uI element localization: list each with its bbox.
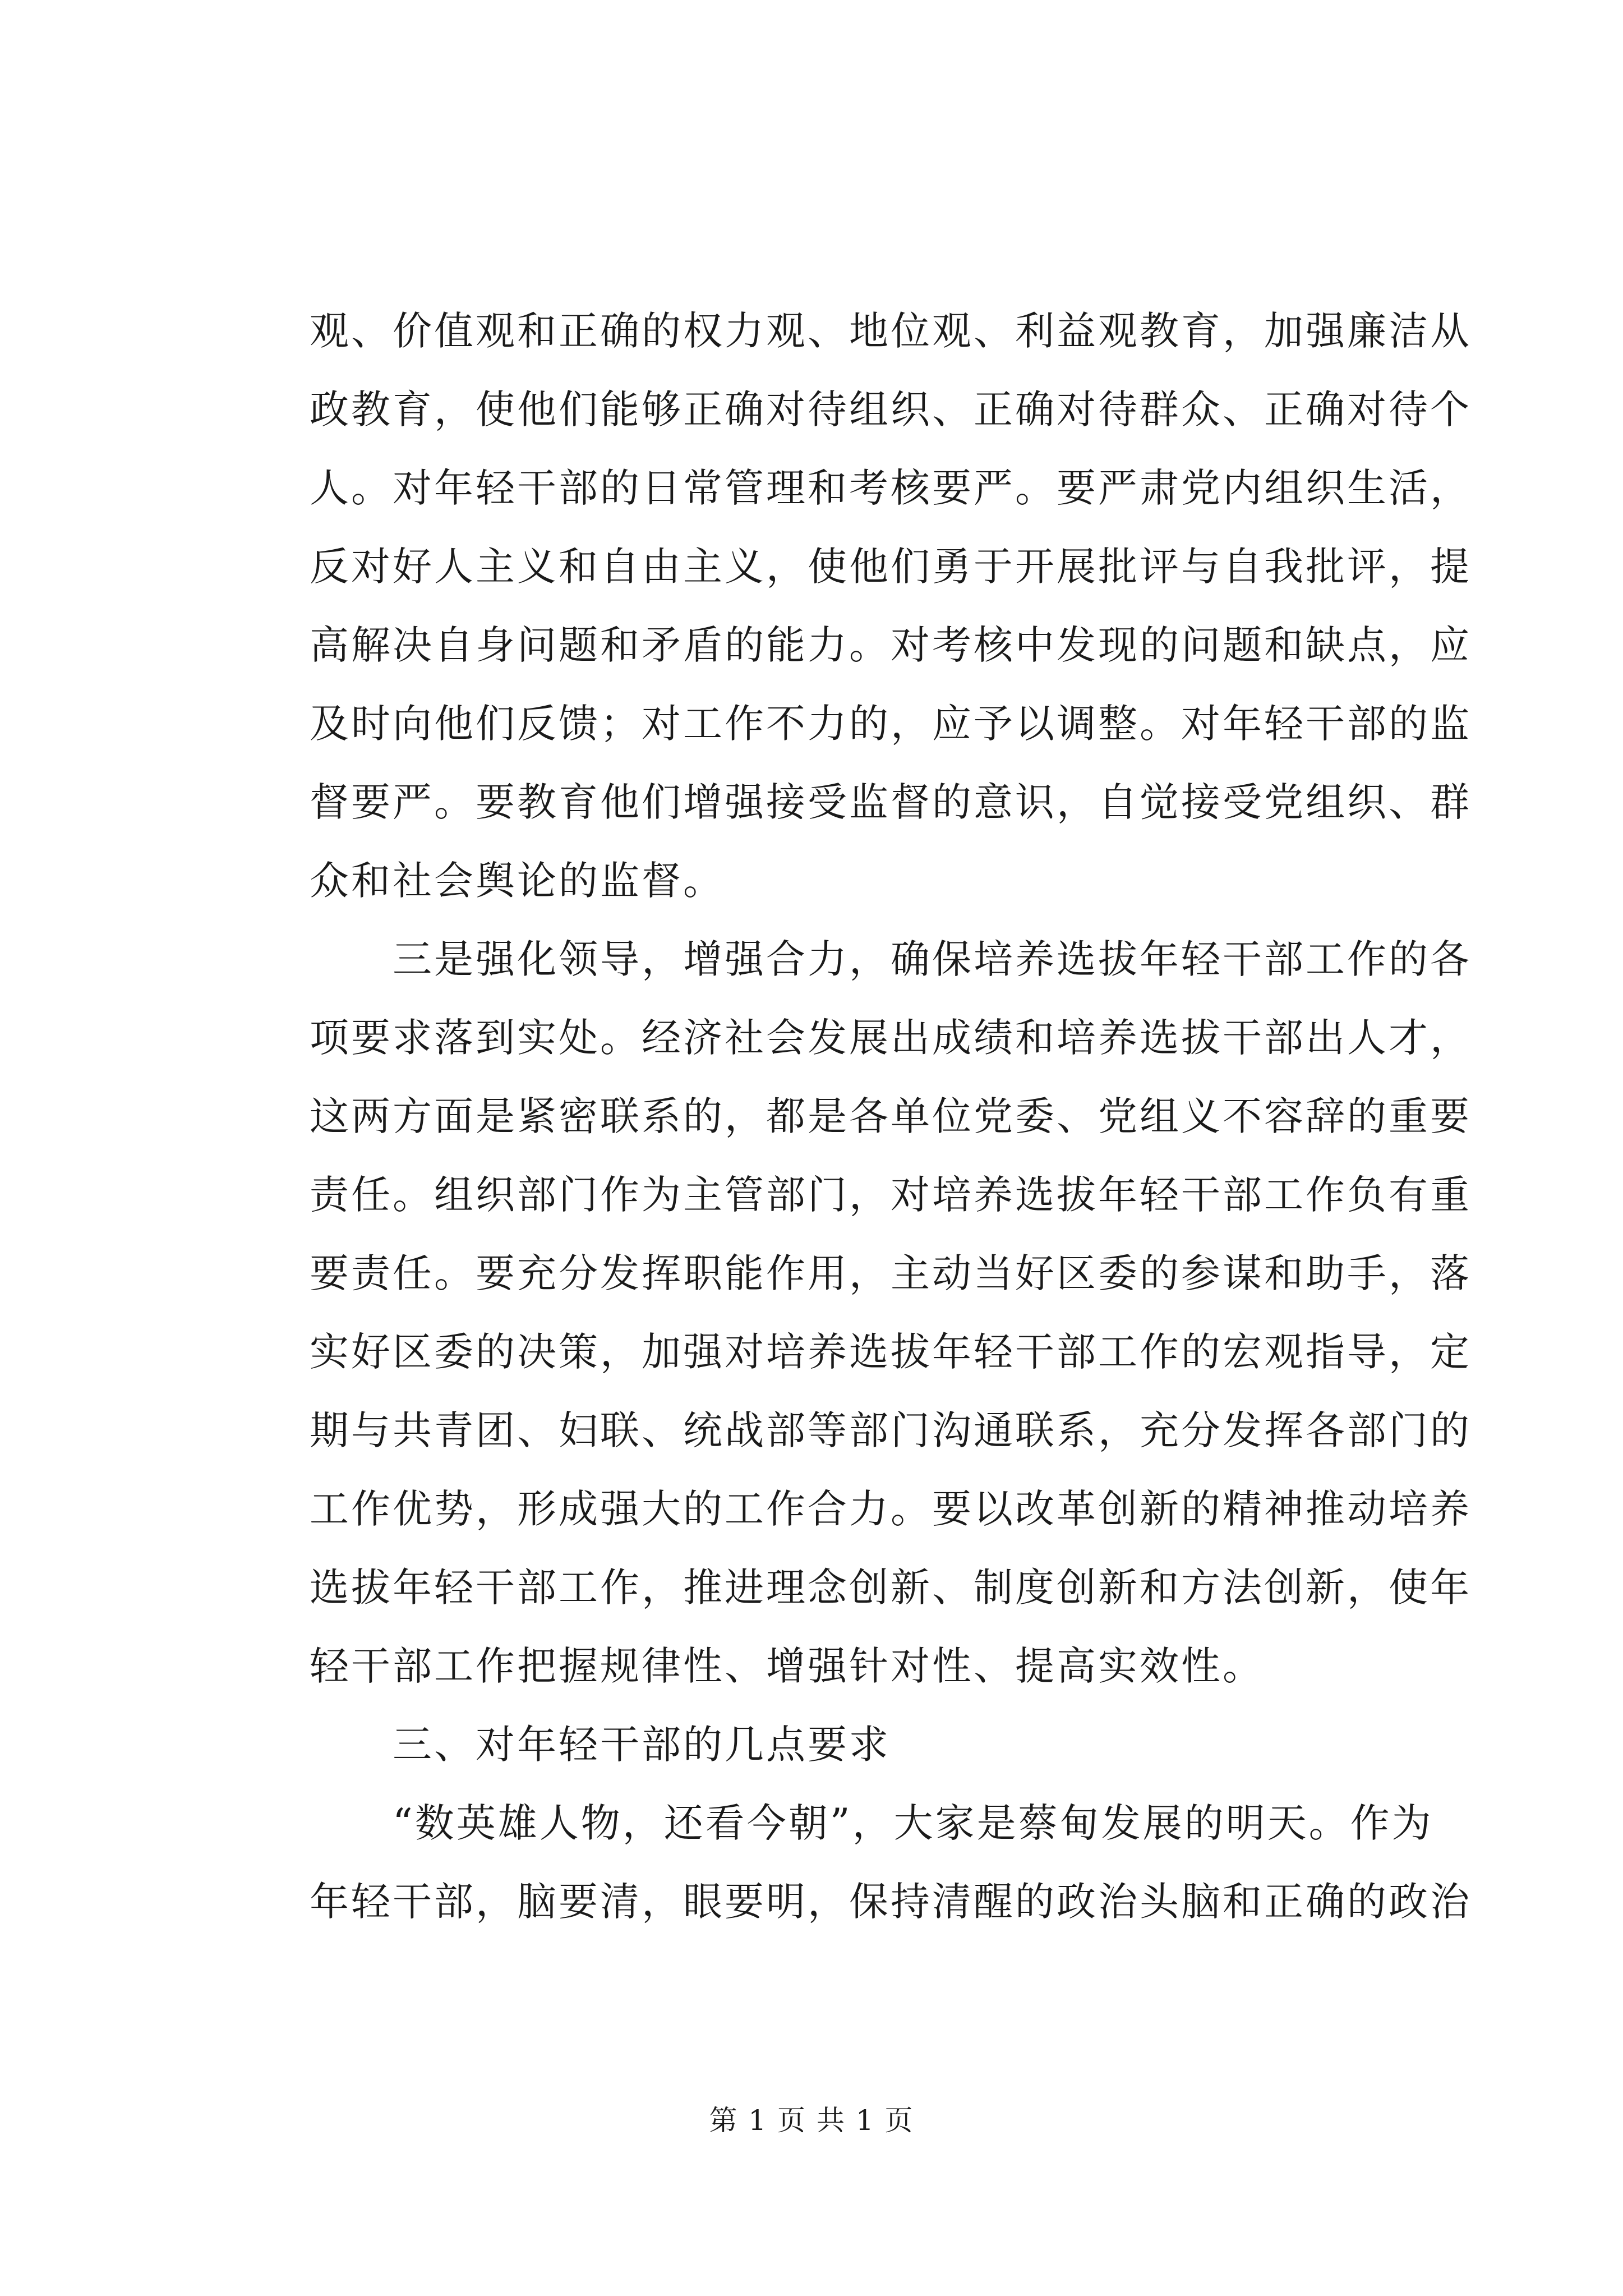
text-line: 工作优势，形成强大的工作合力。要以改革创新的精神推动培养 — [310, 1486, 1472, 1532]
text-line: 反对好人主义和自由主义，使他们勇于开展批评与自我批评，提 — [310, 544, 1472, 590]
text-line: 三是强化领导，增强合力，确保培养选拔年轻干部工作的各 — [310, 936, 1472, 982]
text-line: 这两方面是紧密联系的，都是各单位党委、党组义不容辞的重要 — [310, 1093, 1472, 1139]
text-line: 政教育，使他们能够正确对待组织、正确对待群众、正确对待个 — [310, 386, 1472, 432]
text-line: 年轻干部，脑要清，眼要明，保持清醒的政治头脑和正确的政治 — [310, 1879, 1472, 1925]
text-line: 及时向他们反馈；对工作不力的，应予以调整。对年轻干部的监 — [310, 701, 1472, 747]
text-line: 实好区委的决策，加强对培养选拔年轻干部工作的宏观指导，定 — [310, 1329, 1472, 1375]
text-line: 人。对年轻干部的日常管理和考核要严。要严肃党内组织生活， — [310, 465, 1472, 511]
text-line: 督要严。要教育他们增强接受监督的意识，自觉接受党组织、群 — [310, 779, 1472, 825]
text-line: 轻干部工作把握规律性、增强针对性、提高实效性。 — [310, 1643, 1264, 1689]
page-footer: 第 1 页 共 1 页 — [709, 2104, 914, 2137]
text-line: 期与共青团、妇联、统战部等部门沟通联系，充分发挥各部门的 — [310, 1407, 1472, 1453]
text-line: 三、对年轻干部的几点要求 — [310, 1722, 891, 1768]
text-line: “数英雄人物，还看今朝”，大家是蔡甸发展的明天。作为 — [310, 1800, 1433, 1846]
text-line: 要责任。要充分发挥职能作用，主动当好区委的参谋和助手，落 — [310, 1250, 1472, 1296]
text-line: 观、价值观和正确的权力观、地位观、利益观教育，加强廉洁从 — [310, 308, 1472, 354]
text-line: 选拔年轻干部工作，推进理念创新、制度创新和方法创新，使年 — [310, 1565, 1472, 1611]
text-line: 项要求落到实处。经济社会发展出成绩和培养选拔干部出人才， — [310, 1015, 1472, 1061]
text-line: 众和社会舆论的监督。 — [310, 858, 725, 904]
text-line: 责任。组织部门作为主管部门，对培养选拔年轻干部工作负有重 — [310, 1172, 1472, 1218]
text-line: 高解决自身问题和矛盾的能力。对考核中发现的问题和缺点，应 — [310, 622, 1472, 668]
